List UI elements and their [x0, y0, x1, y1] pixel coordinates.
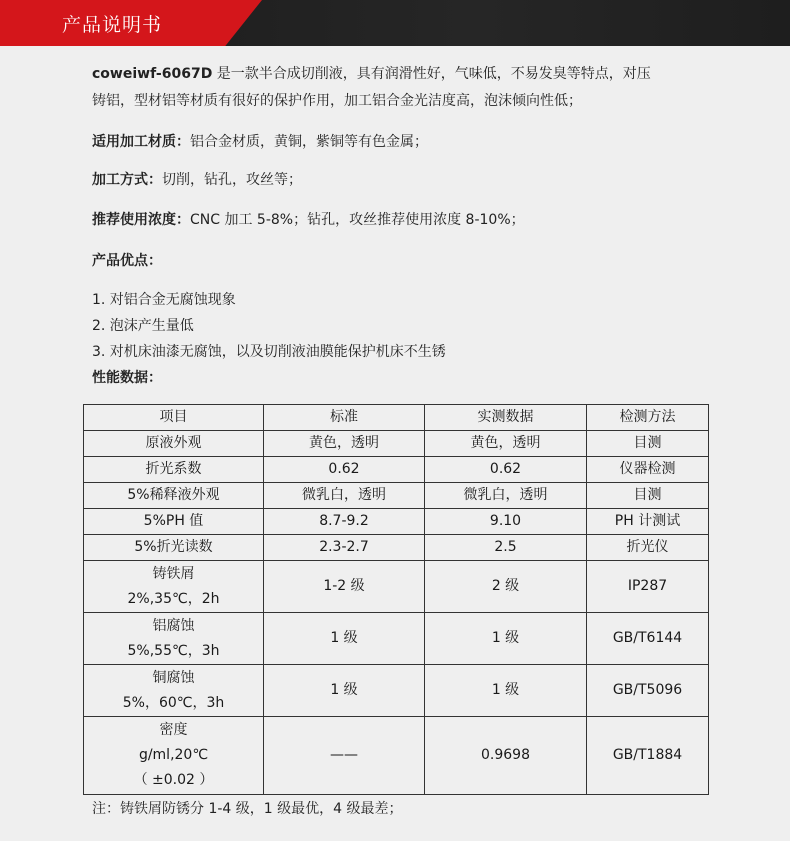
cell-method: GB/T1884 — [587, 717, 709, 795]
page-title: 产品说明书 — [62, 14, 163, 36]
cell-item — [84, 509, 264, 535]
column-header: 实测数据 — [425, 405, 587, 431]
table-row — [84, 457, 709, 483]
cell-item-line: 铸铁屑 — [152, 565, 195, 582]
cell-item — [84, 561, 264, 613]
advantage-item: 2. 泡沫产生量低 — [92, 318, 194, 334]
cell-standard: 1 级 — [264, 665, 425, 717]
cell-standard: 0.62 — [264, 457, 425, 483]
cell-measured: 0.62 — [425, 457, 587, 483]
cell-item — [84, 457, 264, 483]
cell-item — [84, 535, 264, 561]
product-model: coweiwf-6067D — [92, 66, 213, 82]
performance-heading: 性能数据： — [92, 370, 162, 386]
table-row — [84, 717, 709, 795]
cell-measured: 9.10 — [425, 509, 587, 535]
table-row — [84, 535, 709, 561]
cell-item-line: 5%，60℃，3h — [122, 694, 225, 711]
intro-line-1 — [92, 64, 651, 84]
methods-line — [92, 170, 302, 190]
cell-method: GB/T5096 — [587, 665, 709, 717]
cell-item-line: 铝腐蚀 — [152, 617, 195, 634]
cell-standard: 黄色，透明 — [264, 431, 425, 457]
concentration-line — [92, 210, 525, 230]
advantage-item: 1. 对铝合金无腐蚀现象 — [92, 292, 236, 308]
cell-item-line: 5%折光读数 — [134, 539, 213, 555]
materials-value: 铝合金材质，黄铜，紫铜等有色金属； — [190, 134, 428, 150]
cell-item-line: （ ±0.02 ） — [133, 772, 214, 788]
intro-text-1: 是一款半合成切削液，具有润滑性好，气味低，不易发臭等特点，对压 — [216, 66, 651, 82]
concentration-label: 推荐使用浓度： — [92, 212, 190, 228]
cell-standard: 8.7-9.2 — [264, 509, 425, 535]
advantages-heading: 产品优点： — [92, 253, 162, 269]
cell-item-line: 5%稀释液外观 — [127, 487, 220, 503]
concentration-value: CNC 加工 5-8%；钻孔，攻丝推荐使用浓度 8-10%； — [190, 212, 525, 228]
cell-standard: 2.3-2.7 — [264, 535, 425, 561]
cell-standard: 微乳白，透明 — [264, 483, 425, 509]
cell-method: 目测 — [587, 483, 709, 509]
footnote: 注：铸铁屑防锈分 1-4 级，1 级最优，4 级最差； — [92, 801, 403, 817]
table-header-row — [84, 405, 709, 431]
cell-measured: 1 级 — [425, 613, 587, 665]
cell-standard: —— — [264, 717, 425, 795]
advantage-item: 3. 对机床油漆无腐蚀，以及切削液油膜能保护机床不生锈 — [92, 344, 446, 360]
cell-item-line: 2%,35℃，2h — [127, 590, 220, 607]
cell-item-line: 铜腐蚀 — [152, 669, 195, 686]
cell-measured: 微乳白，透明 — [425, 483, 587, 509]
column-header: 检测方法 — [587, 405, 709, 431]
table-row — [84, 483, 709, 509]
cell-measured: 0.9698 — [425, 717, 587, 795]
cell-item-line: 5%,55℃，3h — [127, 642, 220, 659]
cell-method: 仪器检测 — [587, 457, 709, 483]
cell-item — [84, 431, 264, 457]
column-header: 项目 — [84, 405, 264, 431]
cell-standard: 1 级 — [264, 613, 425, 665]
table-row — [84, 665, 709, 717]
column-header: 标准 — [264, 405, 425, 431]
cell-item-line: 折光系数 — [145, 461, 202, 477]
cell-item — [84, 717, 264, 795]
table-row — [84, 509, 709, 535]
cell-item-line: 密度 — [159, 722, 188, 738]
cell-item-line: 原液外观 — [145, 435, 202, 451]
cell-measured: 黄色，透明 — [425, 431, 587, 457]
cell-measured: 1 级 — [425, 665, 587, 717]
cell-method: PH 计测试 — [587, 509, 709, 535]
cell-item — [84, 613, 264, 665]
cell-measured: 2.5 — [425, 535, 587, 561]
cell-method: GB/T6144 — [587, 613, 709, 665]
methods-value: 切削，钻孔，攻丝等； — [162, 172, 302, 188]
cell-item-line: 5%PH 值 — [143, 513, 204, 529]
cell-item-line: g/ml,20℃ — [138, 747, 209, 763]
section-header — [0, 0, 790, 46]
methods-label: 加工方式： — [92, 172, 162, 188]
materials-line — [92, 132, 428, 152]
table-row — [84, 613, 709, 665]
materials-label: 适用加工材质： — [92, 134, 190, 150]
cell-method: 折光仪 — [587, 535, 709, 561]
cell-item — [84, 483, 264, 509]
performance-table — [83, 404, 709, 795]
cell-method: IP287 — [587, 561, 709, 613]
cell-item — [84, 665, 264, 717]
cell-measured: 2 级 — [425, 561, 587, 613]
intro-line-2: 铸铝，型材铝等材质有很好的保护作用，加工铝合金光洁度高，泡沫倾向性低； — [92, 93, 582, 109]
cell-standard: 1-2 级 — [264, 561, 425, 613]
table-row — [84, 431, 709, 457]
table-row — [84, 561, 709, 613]
cell-method: 目测 — [587, 431, 709, 457]
